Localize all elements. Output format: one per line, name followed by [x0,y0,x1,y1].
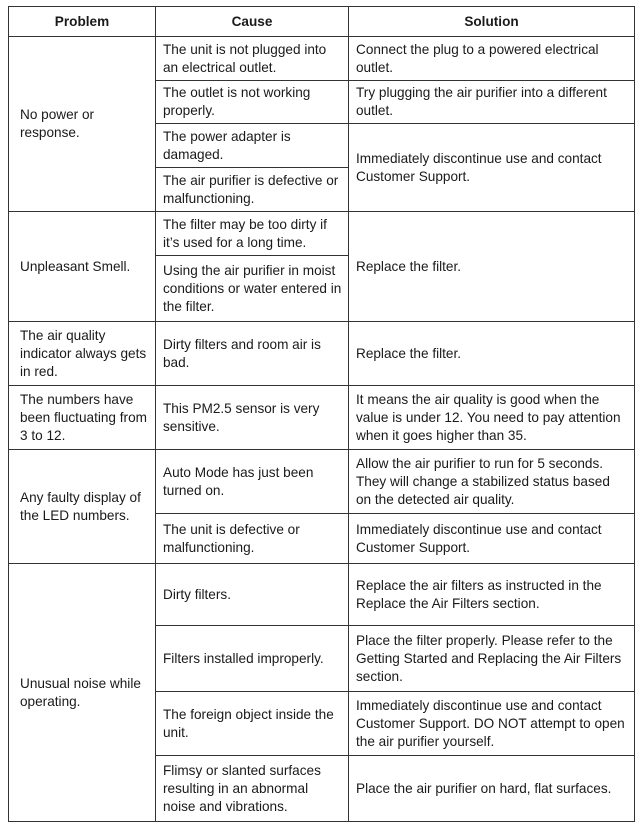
cause-cell: Dirty filters. [156,564,349,626]
cause-cell: The filter may be too dirty if it’s used for a long time. [156,212,349,256]
solution-cell: It means the air quality is good when the value is under 12. You need to pay attention when it goes higher than 35. [349,386,635,450]
problem-cell: Unusual noise while operating. [9,564,156,822]
header-problem: Problem [9,7,156,37]
solution-cell: Immediately discontinue use and contact Customer Support. [349,124,635,212]
problem-cell: The numbers have been fluctuating from 3 to 12. [9,386,156,450]
problem-cell: Any faulty display of the LED numbers. [9,450,156,564]
solution-cell: Replace the filter. [349,212,635,322]
solution-cell: Replace the filter. [349,322,635,386]
troubleshooting-table [8,6,635,822]
table-row [9,564,635,626]
cause-cell: Filters installed improperly. [156,626,349,692]
cause-cell: Dirty filters and room air is bad. [156,322,349,386]
solution-cell: Try plugging the air purifier into a different outlet. [349,81,635,124]
cause-cell: The unit is not plugged into an electrical outlet. [156,37,349,81]
solution-cell: Immediately discontinue use and contact Customer Support. DO NOT attempt to open the air purifier yourself. [349,692,635,756]
problem-cell: No power or response. [9,37,156,212]
cause-cell: The foreign object inside the unit. [156,692,349,756]
header-solution: Solution [349,7,635,37]
cause-cell: This PM2.5 sensor is very sensitive. [156,386,349,450]
table-row [9,212,635,256]
table-row [9,322,635,386]
solution-cell: Connect the plug to a powered electrical outlet. [349,37,635,81]
solution-cell: Allow the air purifier to run for 5 seconds. They will change a stabilized status based on the detected air quality. [349,450,635,514]
cause-cell: Using the air purifier in moist conditions or water entered in the filter. [156,256,349,322]
solution-cell: Place the filter properly. Please refer to the Getting Started and Replacing the Air Filters section. [349,626,635,692]
cause-cell: The outlet is not working properly. [156,81,349,124]
problem-cell: The air quality indicator always gets in red. [9,322,156,386]
cause-cell: Flimsy or slanted surfaces resulting in an abnormal noise and vibrations. [156,756,349,822]
cause-cell: The air purifier is defective or malfunctioning. [156,168,349,212]
cause-cell: The unit is defective or malfunctioning. [156,514,349,564]
table-header-row [9,7,635,37]
solution-cell: Replace the air filters as instructed in the Replace the Air Filters section. [349,564,635,626]
solution-cell: Immediately discontinue use and contact Customer Support. [349,514,635,564]
header-cause: Cause [156,7,349,37]
table-row [9,386,635,450]
table-row [9,450,635,514]
solution-cell: Place the air purifier on hard, flat surfaces. [349,756,635,822]
problem-cell: Unpleasant Smell. [9,212,156,322]
cause-cell: Auto Mode has just been turned on. [156,450,349,514]
cause-cell: The power adapter is damaged. [156,124,349,168]
table-row [9,37,635,81]
